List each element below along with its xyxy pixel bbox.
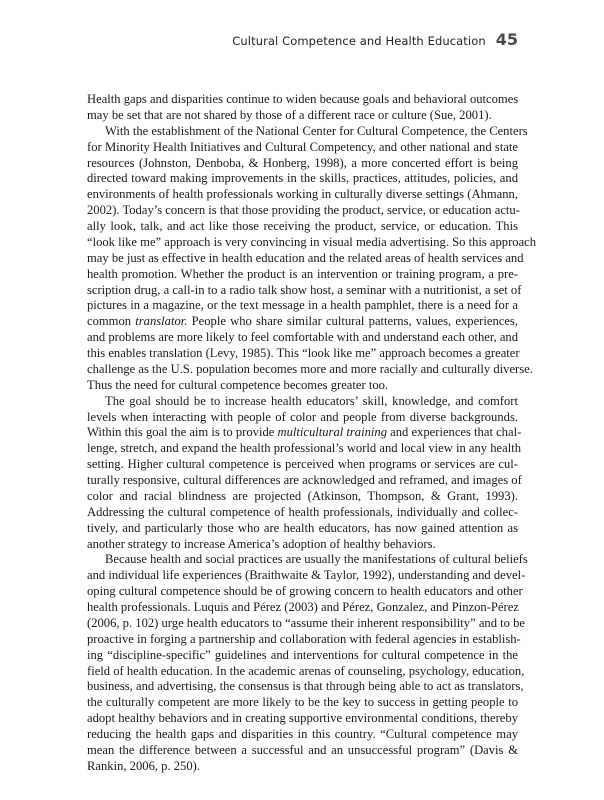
text-line: Because health and social practices are usually the manifestations of cultural beliefs xyxy=(105,552,528,567)
text-line: environments of health professionals working in culturally diverse settings (Ahmann, xyxy=(87,187,518,202)
body-text xyxy=(87,92,537,775)
text-line: resources (Johnston, Denboba, & Honberg, 1998), a more concerted effort is being xyxy=(87,155,518,170)
text-line: ing “discipline-specific” guidelines and interventions for cultural competence in the xyxy=(87,647,518,662)
text-segment: and experiences that chal- xyxy=(387,425,522,440)
text-line: business, and advertising, the consensus is that through being able to act as translators, xyxy=(87,679,524,694)
italic-term: translator. xyxy=(135,314,188,329)
text-line: 2002). Today’s concern is that those providing the product, service, or education actu- xyxy=(87,203,520,218)
text-line: lenge, stretch, and expand the health professional’s world and local view in any health xyxy=(87,441,521,456)
running-head xyxy=(232,30,518,49)
paragraph-2 xyxy=(87,123,537,394)
text-line: levels when interacting with people of color and people from diverse backgrounds. xyxy=(87,409,518,424)
text-line: and problems are more likely to feel comfortable with and understand each other, and xyxy=(87,330,519,345)
text-line: (2006, p. 102) urge health educators to “assume their inherent responsibility” and to be xyxy=(87,615,525,630)
text-segment: People who share similar cultural patterns, values, experiences, xyxy=(187,314,518,329)
text-line: proactive in forging a partnership and collaboration with federal agencies in establish- xyxy=(87,631,521,646)
text-line: turally responsive, cultural differences are acknowledged and reframed, and images of xyxy=(87,473,522,487)
text-line: oping cultural competence should be of growing concern to health educators and other xyxy=(87,584,523,599)
text-line: setting. Higher cultural competence is perceived when programs or services are cul- xyxy=(87,457,518,472)
text-line: mean the difference between a successful and an unsuccessful program” (Davis & xyxy=(87,742,518,757)
text-line-with-italic xyxy=(87,425,522,441)
text-segment: Within this goal the aim is to provide xyxy=(87,425,278,440)
text-line: Health gaps and disparities continue to widen because goals and behavioral outcomes xyxy=(87,92,519,106)
text-line: Addressing the cultural competence of health professionals, individually and collec- xyxy=(87,504,518,519)
text-line: pictures in a magazine, or the text message in a health pamphlet, there is a need for a xyxy=(87,298,518,313)
text-segment: common xyxy=(87,314,136,329)
text-line: the culturally competent are more likely to be the key to success in getting people to xyxy=(87,695,518,710)
paragraph-1 xyxy=(87,92,518,124)
text-line: health professionals. Luquis and Pérez (2003) and Pérez, Gonzalez, and Pinzon-Pérez xyxy=(87,600,519,614)
text-line: health promotion. Whether the product is an intervention or training program, a pre- xyxy=(87,266,518,281)
text-line: Thus the need for cultural competence becomes greater too. xyxy=(87,377,389,392)
text-line: With the establishment of the National Center for Cultural Competence, the Centers xyxy=(105,123,528,138)
text-line: may be set that are not shared by those of a different race or culture (Sue, 2001). xyxy=(87,107,492,122)
text-line: ally look, talk, and act like those receiving the product, service, or education. This xyxy=(87,219,518,233)
text-line-with-italic xyxy=(87,314,518,330)
text-line: another strategy to increase America’s adoption of healthy behaviors. xyxy=(87,536,436,551)
text-line: reducing the health gaps and disparities in this country. “Cultural competence may xyxy=(87,727,518,741)
running-title: Cultural Competence and Health Education xyxy=(232,34,486,48)
text-line: challenge as the U.S. population becomes more and more racially and culturally diverse. xyxy=(87,361,533,376)
text-line: “look like me” approach is very convincing in visual media advertising. So this approach xyxy=(87,234,537,249)
italic-term: multicultural training xyxy=(277,425,387,440)
text-line: may be just as effective in health education and the related areas of health services and xyxy=(87,250,524,265)
text-line: for Minority Health Initiatives and Cultural Competency, and other national and state xyxy=(87,139,518,154)
text-line: and individual life experiences (Braithwaite & Taylor, 1992), understanding and devel- xyxy=(87,568,526,583)
paragraph-3 xyxy=(87,393,522,553)
text-line: The goal should be to increase health educators’ skill, knowledge, and comfort xyxy=(105,393,518,408)
text-line: directed toward making improvements in the skills, practices, attitudes, policies, and xyxy=(87,171,518,186)
paragraph-4 xyxy=(87,552,528,774)
text-line: this enables translation (Levy, 1985). This “look like me” approach becomes a greater xyxy=(87,346,520,360)
text-line: tively, and particularly those who are health educators, has now gained attention as xyxy=(87,520,518,535)
text-line: field of health education. In the academic arenas of counseling, psychology, education, xyxy=(87,663,525,678)
text-line: color and racial blindness are projected (Atkinson, Thompson, & Grant, 1993). xyxy=(87,488,518,503)
text-line: scription drug, a call-in to a radio talk show host, a seminar with a nutritionist, a set of xyxy=(87,282,522,297)
text-line: adopt healthy behaviors and in creating supportive environmental conditions, thereby xyxy=(87,711,518,726)
text-line: Rankin, 2006, p. 250). xyxy=(87,758,200,773)
page-number: 45 xyxy=(495,30,518,49)
